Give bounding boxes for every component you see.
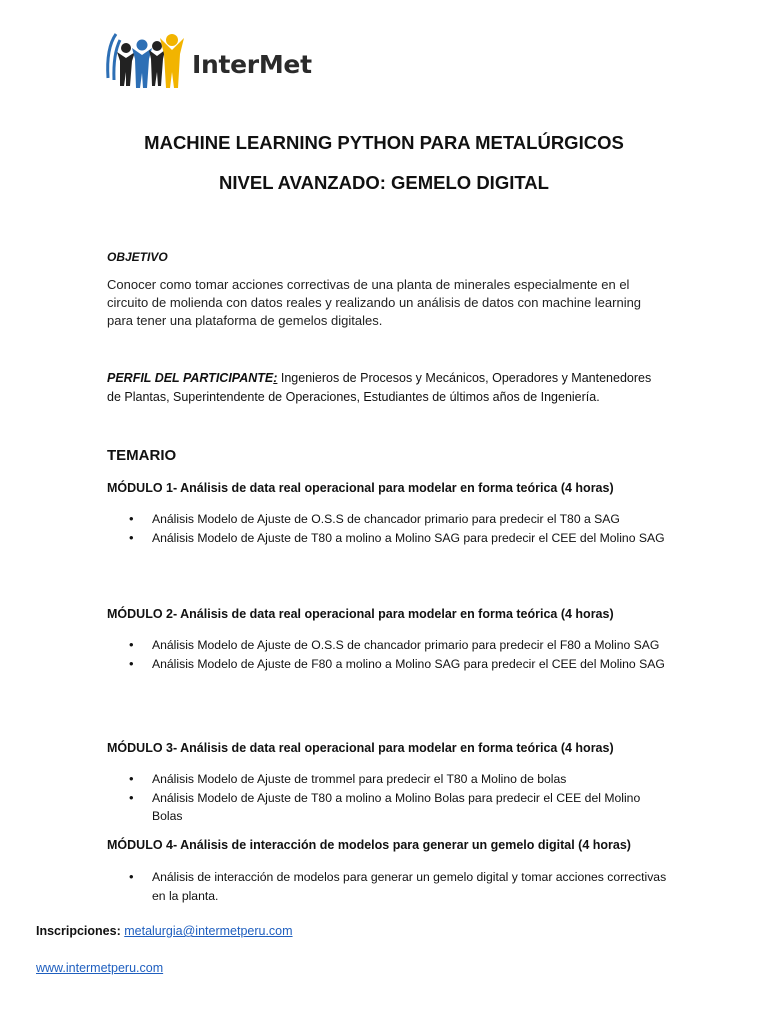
objetivo-text: Conocer como tomar acciones correctivas de una planta de minerales especialmente en el circuito de molienda con datos reales y realizando un análisis de datos con machine learning para tener una plataforma de gemelos digitales. bbox=[107, 277, 642, 328]
module-title: MÓDULO 1- Análisis de data real operacional para modelar en forma teórica (4 horas) bbox=[107, 481, 614, 495]
list-item: • Análisis Modelo de Ajuste de T80 a molino a Molino SAG para predecir el CEE del Molino SAG bbox=[107, 529, 667, 548]
list-item: • Análisis Modelo de Ajuste de trommel para predecir el T80 a Molino de bolas bbox=[107, 770, 667, 789]
module-title: MÓDULO 4- Análisis de interacción de modelos para generar un gemelo digital (4 horas) bbox=[107, 838, 631, 852]
objetivo-label: OBJETIVO bbox=[107, 250, 168, 264]
company-logo bbox=[104, 28, 312, 94]
document-title: MACHINE LEARNING PYTHON PARA METALÚRGICOS bbox=[144, 132, 624, 153]
module-title: MÓDULO 2- Análisis de data real operacional para modelar en forma teórica (4 horas) bbox=[107, 607, 614, 621]
module-items bbox=[107, 770, 667, 826]
document-subtitle: NIVEL AVANZADO: GEMELO DIGITAL bbox=[219, 172, 549, 193]
module-items bbox=[107, 636, 667, 673]
list-item: • Análisis Modelo de Ajuste de O.S.S de chancador primario para predecir el F80 a Molino SAG bbox=[107, 636, 667, 655]
temario-heading: TEMARIO bbox=[107, 447, 177, 464]
company-name: InterMet bbox=[192, 49, 312, 79]
people-logo-icon bbox=[104, 28, 186, 94]
website-line bbox=[36, 961, 163, 975]
module-items bbox=[107, 868, 667, 905]
module-title: MÓDULO 3- Análisis de data real operacional para modelar en forma teórica (4 horas) bbox=[107, 741, 614, 755]
inscripciones-line bbox=[36, 924, 293, 938]
inscripciones-label: Inscripciones: bbox=[36, 924, 121, 938]
perfil-section bbox=[107, 369, 667, 407]
list-item: • Análisis Modelo de Ajuste de O.S.S de chancador primario para predecir el T80 a SAG bbox=[107, 510, 667, 529]
email-link[interactable]: metalurgia@intermetperu.com bbox=[124, 924, 293, 938]
list-item: • Análisis de interacción de modelos para generar un gemelo digital y tomar acciones correctivas en la planta. bbox=[107, 868, 667, 905]
perfil-text: Ingenieros de Procesos y Mecánicos, Operadores y Mantenedores de Plantas, Superintendente de Operaciones, Estudiantes de últimos años de Ingeniería. bbox=[107, 371, 652, 404]
website-link[interactable]: www.intermetperu.com bbox=[36, 961, 164, 975]
list-item: • Análisis Modelo de Ajuste de T80 a molino a Molino Bolas para predecir el CEE del Molino Bolas bbox=[107, 789, 667, 826]
list-item: • Análisis Modelo de Ajuste de F80 a molino a Molino SAG para predecir el CEE del Molino SAG bbox=[107, 655, 667, 674]
module-items bbox=[107, 510, 667, 547]
perfil-label: PERFIL DEL PARTICIPANTE: bbox=[107, 371, 278, 385]
